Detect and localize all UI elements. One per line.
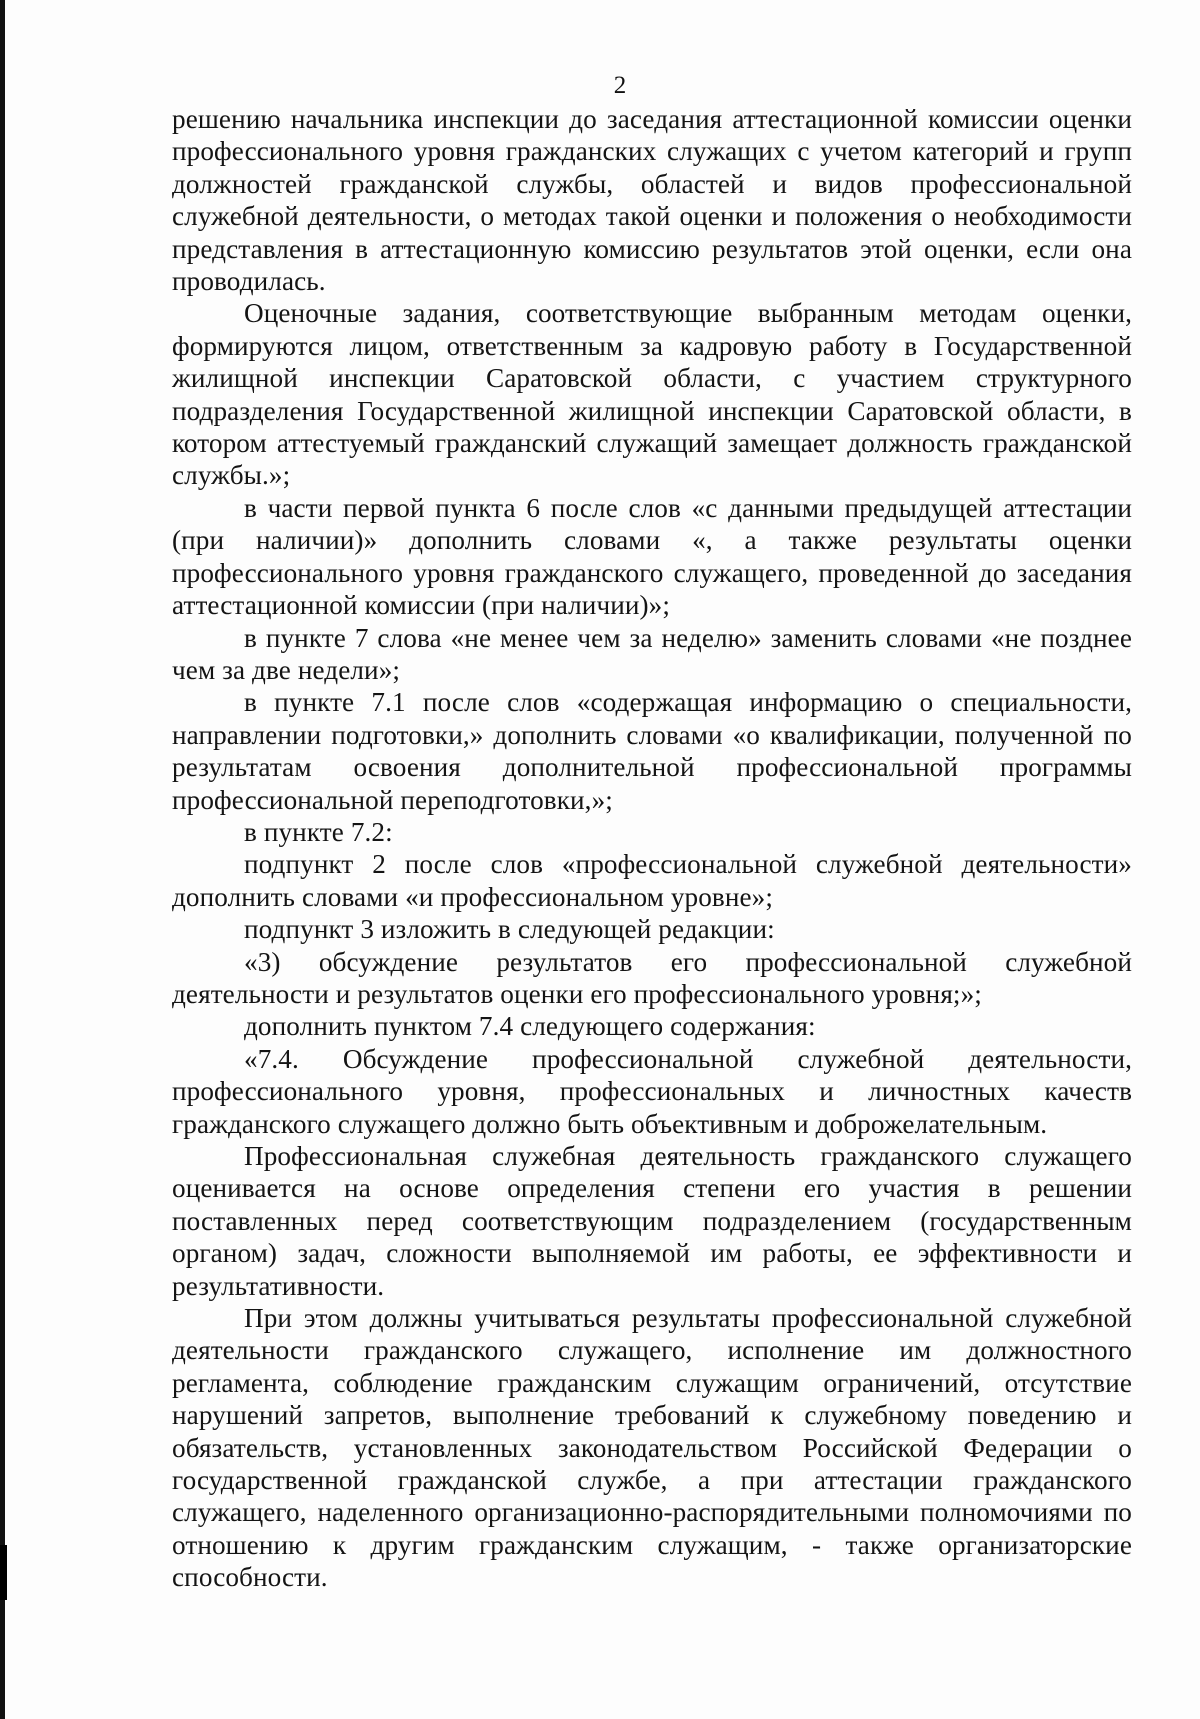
paragraph: в пункте 7.1 после слов «содержащая информацию о специальности, направлении подготовки,» дополнить словами «о квалификации, полученной по результатам освоения дополнительной профессиональной программы профессиональной переподготовки,»; <box>172 687 1132 815</box>
paragraph: Оценочные задания, соответствующие выбранным методам оценки, формируются лицом, ответственным за кадровую работу в Государственной жилищной инспекции Саратовской области, с участием структурного подразделения Государственной жилищной инспекции Саратовской области, в котором аттестуемый гражданский служащий замещает должность гражданской службы.»; <box>172 298 1132 491</box>
paragraph: в части первой пункта 6 после слов «с данными предыдущей аттестации (при наличии)» дополнить словами «, а также результаты оценки профессионального уровня гражданского служащего, проведенной до заседания аттестационной комиссии (при наличии)»; <box>172 492 1132 621</box>
paragraph: подпункт 3 изложить в следующей редакции: <box>244 914 775 945</box>
scan-left-edge <box>0 0 5 1719</box>
paragraph: в пункте 7 слова «не менее чем за неделю» заменить словами «не позднее чем за две недели»; <box>172 622 1132 685</box>
paragraph: Профессиональная служебная деятельность гражданского служащего оценивается на основе определения степени его участия в решении поставленных перед соответствующим подразделением (государственным органом) задач, сложности выполняемой им работы, ее эффективности и результативности. <box>172 1141 1132 1301</box>
document-body <box>172 103 1132 1594</box>
paragraph: дополнить пунктом 7.4 следующего содержания: <box>244 1011 816 1042</box>
paragraph: При этом должны учитываться результаты профессиональной служебной деятельности гражданского служащего, исполнение им должностного регламента, соблюдение гражданским служащим ограничений, отсутствие нарушений запретов, выполнение требований к служебному поведению и обязательств, установленных законодательством Российской Федерации о государственной гражданской службе, а при аттестации гражданского служащего, наделенного организационно-распорядительными полномочиями по отношению к другим гражданским служащим, - также организаторские способности. <box>172 1303 1132 1593</box>
paragraph: подпункт 2 после слов «профессиональной служебной деятельности» дополнить словами «и профессиональном уровне»; <box>172 849 1132 912</box>
paragraph: «7.4. Обсуждение профессиональной служебной деятельности, профессионального уровня, профессиональных и личностных качеств гражданского служащего должно быть объективным и доброжелательным. <box>172 1043 1132 1139</box>
page-number: 2 <box>613 72 627 99</box>
paragraph: решению начальника инспекции до заседания аттестационной комиссии оценки профессионального уровня гражданских служащих с учетом категорий и групп должностей гражданской службы, областей и видов профессиональной служебной деятельности, о методах такой оценки и положения о необходимости представления в аттестационную комиссию результатов этой оценки, если она проводилась. <box>172 104 1132 297</box>
paragraph: в пункте 7.2: <box>244 816 393 847</box>
scan-edge-mark <box>0 1545 7 1600</box>
paragraph: «3) обсуждение результатов его профессиональной служебной деятельности и результатов оценки его профессионального уровня;»; <box>172 946 1132 1009</box>
